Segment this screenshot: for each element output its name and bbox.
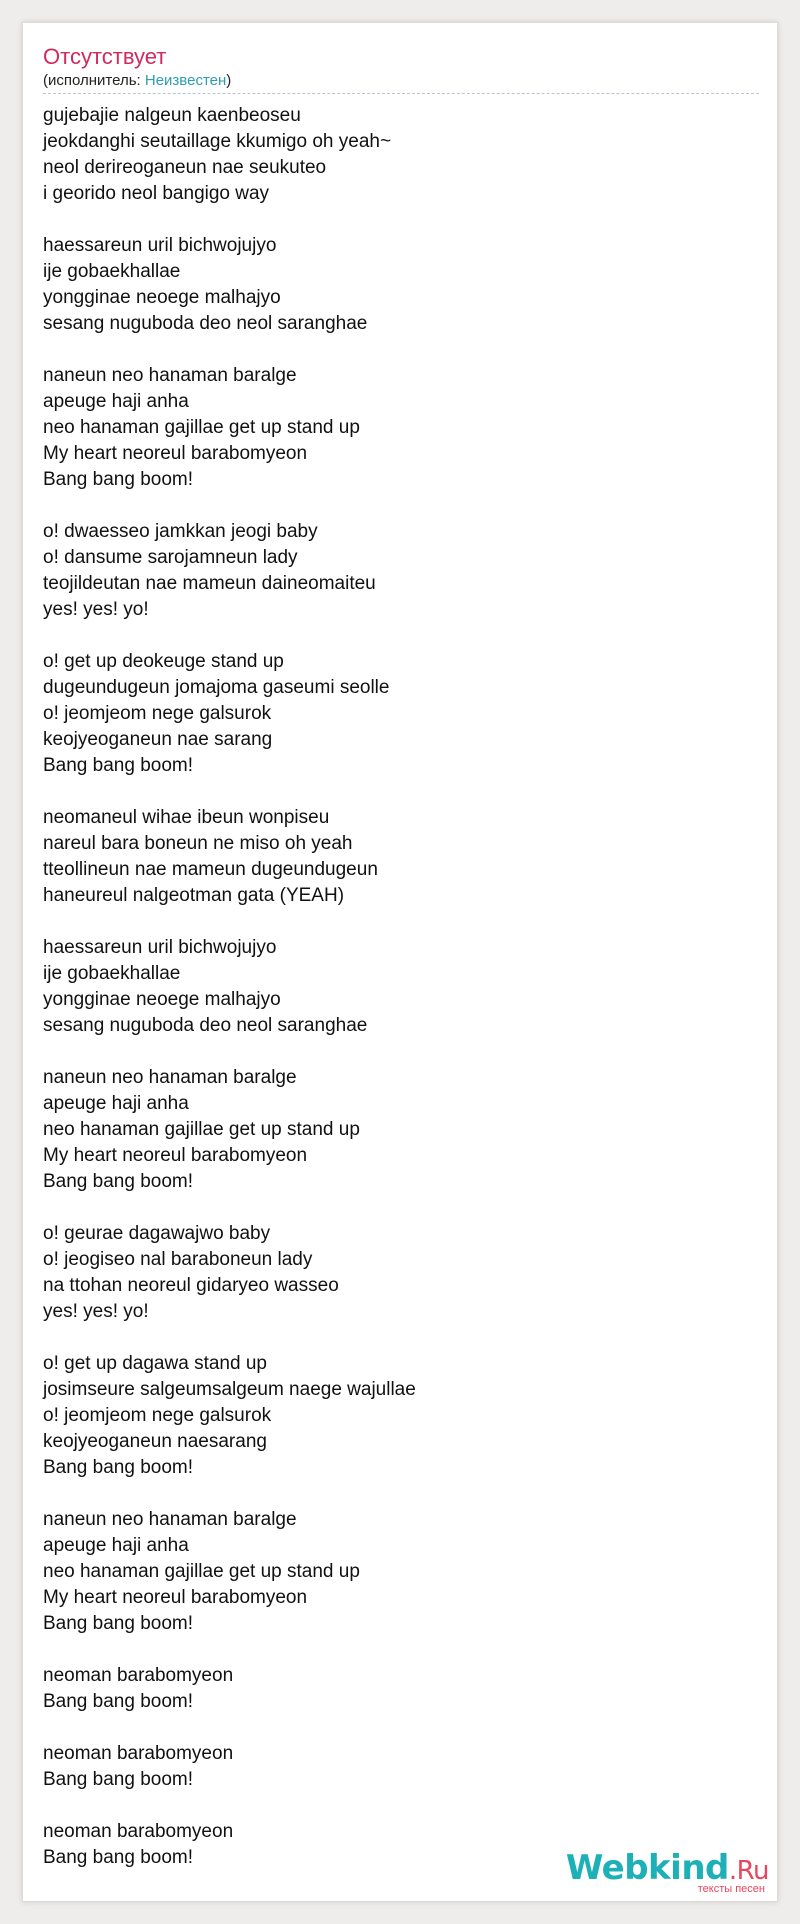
lyric-line: Bang bang boom! [43, 469, 194, 490]
lyric-line: keojyeoganeun nae sarang [43, 729, 273, 750]
lyric-line: neoman barabomyeon [43, 1743, 234, 1764]
lyric-line: Bang bang boom! [43, 1691, 194, 1712]
song-header [43, 43, 759, 94]
artist-line [43, 71, 759, 91]
lyric-line: naneun neo hanaman baralge [43, 1067, 297, 1088]
lyric-line: neoman barabomyeon [43, 1665, 234, 1686]
lyrics-stanza [43, 1507, 759, 1637]
lyrics-stanza [43, 1065, 759, 1195]
site-logo[interactable] [566, 1850, 769, 1895]
lyric-line: gujebajie nalgeun kaenbeoseu [43, 105, 301, 126]
lyric-line: ije gobaekhallae [43, 261, 181, 282]
lyric-line: nareul bara boneun ne miso oh yeah [43, 833, 353, 854]
lyrics-stanza [43, 233, 759, 337]
lyric-line: neol derireoganeun nae seukuteo [43, 157, 327, 178]
lyric-line: My heart neoreul barabomyeon [43, 443, 308, 464]
lyrics-stanza [43, 363, 759, 493]
lyric-line: na ttohan neoreul gidaryeo wasseo [43, 1275, 339, 1296]
logo-tld: .Ru [728, 1856, 769, 1886]
artist-link[interactable]: Неизвестен [144, 72, 227, 89]
lyric-line: apeuge haji anha [43, 391, 189, 412]
lyric-line: sesang nuguboda deo neol saranghae [43, 313, 368, 334]
lyrics-stanza [43, 1221, 759, 1325]
lyric-line: yes! yes! yo! [43, 1301, 149, 1322]
lyric-line: yongginae neoege malhajyo [43, 989, 281, 1010]
lyrics-stanza [43, 805, 759, 909]
lyric-line: haessareun uril bichwojujyo [43, 235, 277, 256]
lyric-line: naneun neo hanaman baralge [43, 365, 297, 386]
lyric-line: tteollineun nae mameun dugeundugeun [43, 859, 378, 880]
artist-prefix: (исполнитель: [43, 72, 145, 89]
lyric-line: teojildeutan nae mameun daineomaiteu [43, 573, 376, 594]
lyric-line: o! get up deokeuge stand up [43, 651, 284, 672]
lyric-line: My heart neoreul barabomyeon [43, 1587, 308, 1608]
lyric-line: neomaneul wihae ibeun wonpiseu [43, 807, 330, 828]
lyric-line: yongginae neoege malhajyo [43, 287, 281, 308]
lyric-line: Bang bang boom! [43, 1457, 194, 1478]
lyric-line: neo hanaman gajillae get up stand up [43, 1119, 360, 1140]
lyric-line: My heart neoreul barabomyeon [43, 1145, 308, 1166]
lyric-line: o! jeogiseo nal baraboneun lady [43, 1249, 313, 1270]
lyric-line: yes! yes! yo! [43, 599, 149, 620]
lyrics-stanza [43, 935, 759, 1039]
lyrics-stanza [43, 649, 759, 779]
lyric-line: o! geurae dagawajwo baby [43, 1223, 271, 1244]
lyric-line: keojyeoganeun naesarang [43, 1431, 267, 1452]
artist-suffix: ) [226, 72, 232, 89]
lyrics-stanza [43, 1351, 759, 1481]
song-title: Отсутствует [43, 44, 167, 69]
lyric-line: o! get up dagawa stand up [43, 1353, 267, 1374]
lyric-line: Bang bang boom! [43, 1769, 194, 1790]
lyrics-stanza [43, 1663, 759, 1715]
lyric-line: neo hanaman gajillae get up stand up [43, 417, 360, 438]
logo-tagline: тексты песен [697, 1883, 765, 1895]
lyrics-stanza [43, 1741, 759, 1793]
lyric-line: sesang nuguboda deo neol saranghae [43, 1015, 368, 1036]
lyric-line: Bang bang boom! [43, 1847, 194, 1868]
logo-main-text: Webkind [565, 1848, 729, 1888]
lyric-line: o! dwaesseo jamkkan jeogi baby [43, 521, 318, 542]
lyric-line: jeokdanghi seutaillage kkumigo oh yeah~ [43, 131, 392, 152]
lyric-line: neoman barabomyeon [43, 1821, 234, 1842]
lyric-line: josimseure salgeumsalgeum naege wajullae [43, 1379, 416, 1400]
lyric-line: Bang bang boom! [43, 755, 194, 776]
lyric-line: Bang bang boom! [43, 1613, 194, 1634]
lyric-line: o! jeomjeom nege galsurok [43, 1405, 272, 1426]
lyric-line: naneun neo hanaman baralge [43, 1509, 297, 1530]
lyric-line: ije gobaekhallae [43, 963, 181, 984]
lyrics-body [43, 103, 759, 1897]
lyrics-card [22, 22, 778, 1902]
lyrics-stanza [43, 103, 759, 207]
lyric-line: Bang bang boom! [43, 1171, 194, 1192]
lyric-line: i georido neol bangigo way [43, 183, 270, 204]
lyric-line: apeuge haji anha [43, 1535, 189, 1556]
lyric-line: haessareun uril bichwojujyo [43, 937, 277, 958]
lyric-line: o! jeomjeom nege galsurok [43, 703, 272, 724]
lyric-line: apeuge haji anha [43, 1093, 189, 1114]
lyric-line: neo hanaman gajillae get up stand up [43, 1561, 360, 1582]
lyric-line: dugeundugeun jomajoma gaseumi seolle [43, 677, 390, 698]
lyric-line: o! dansume sarojamneun lady [43, 547, 298, 568]
lyric-line: haneureul nalgeotman gata (YEAH) [43, 885, 345, 906]
lyrics-stanza [43, 519, 759, 623]
